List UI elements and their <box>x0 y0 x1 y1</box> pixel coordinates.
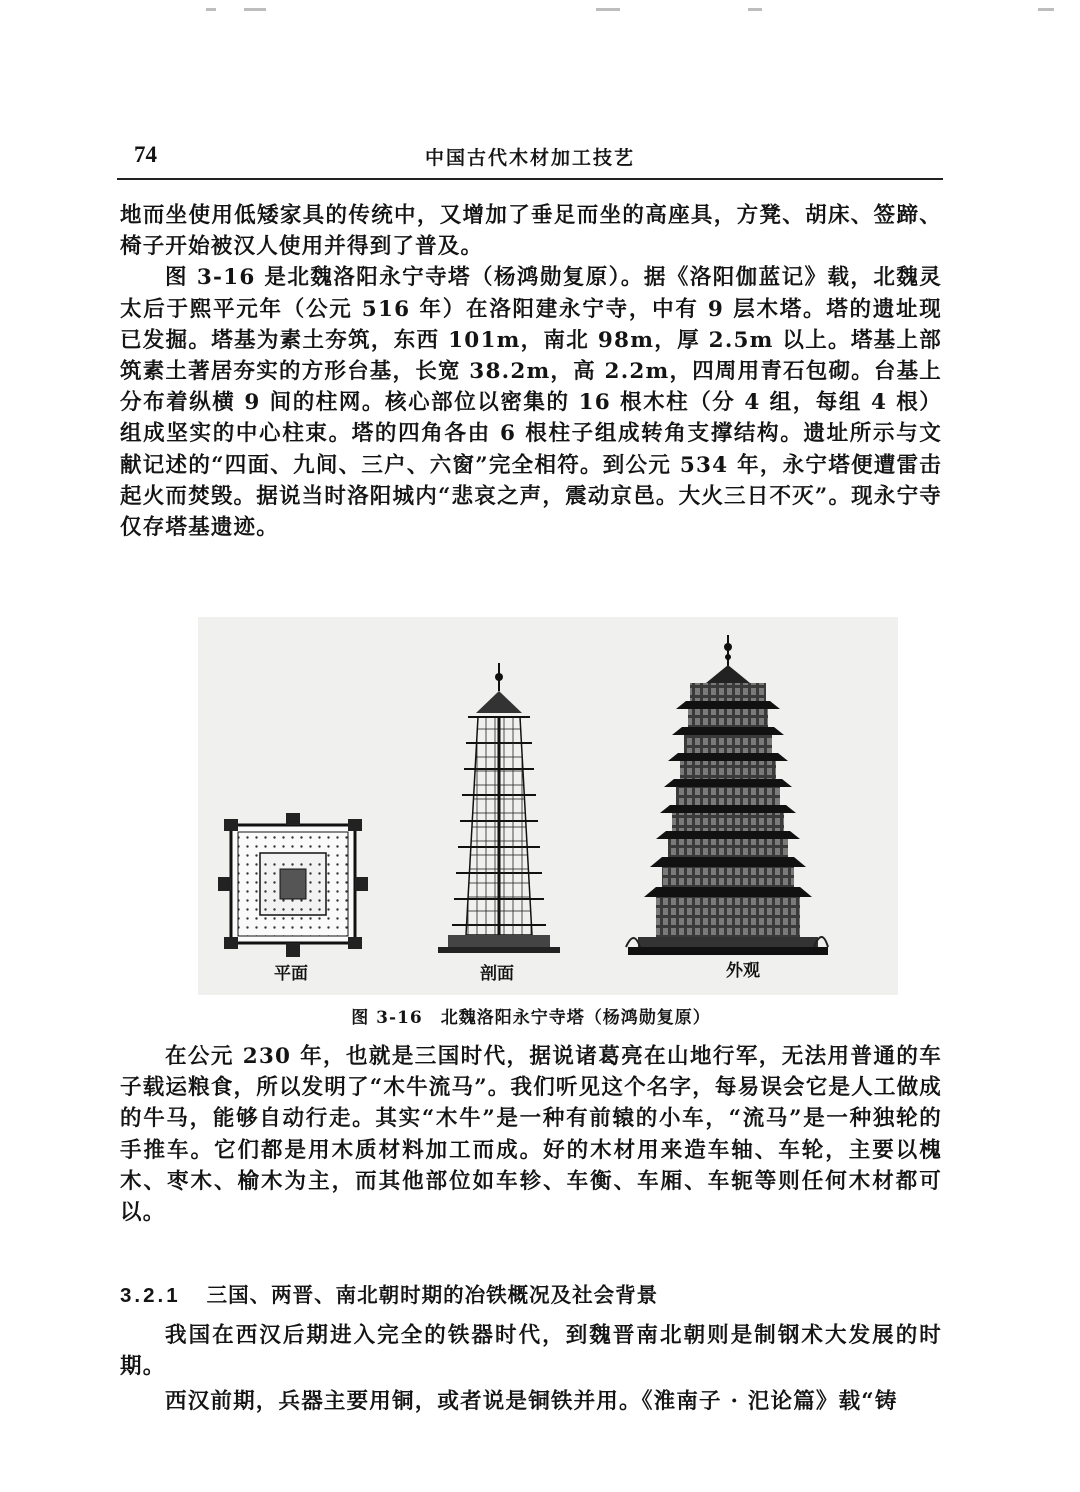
scan-artifact <box>206 8 216 11</box>
section-view <box>438 663 560 953</box>
section-number: 3.2.1 <box>120 1284 181 1307</box>
body-text-top <box>120 200 942 543</box>
body-text-bottom <box>120 1320 942 1418</box>
paragraph: 地而坐使用低矮家具的传统中，又增加了垂足而坐的高座具，方凳、胡床、签蹄、椅子开始被汉人使用并得到了普及。 <box>120 203 942 260</box>
plan-view <box>218 813 368 957</box>
paragraph: 图 3-16 是北魏洛阳永宁寺塔（杨鸿勋复原）。据《洛阳伽蓝记》载，北魏灵太后于熙平元年（公元 516 年）在洛阳建永宁寺，中有 9 层木塔。塔的遗址现已发掘。塔基为素土夯筑，东西 101m，南北 98m，厚 2.5m 以上。塔基上部筑素土著居夯实的方形台基，长宽 38.2m，高 2.2m，四周用青石包砌。台基上分布着纵横 9 间的柱网。核心部位以密集的 16 根木柱（分 4 组，每组 4 根）组成坚实的中心柱束。塔的四角各由 6 根柱子组成转角支撑结构。遗址所示与文献记述的“四面、九间、三户、六窗”完全相符。到公元 534 年，永宁塔便遭雷击起火而焚毁。据说当时洛阳城内“悲哀之声，震动京邑。大火三日不灭”。现永宁寺仅存塔基遗迹。 <box>120 265 942 541</box>
scan-artifact <box>748 8 762 11</box>
label-exterior: 外观 <box>726 961 760 981</box>
section-title: 三国、两晋、南北朝时期的冶铁概况及社会背景 <box>206 1283 659 1307</box>
running-title: 中国古代木材加工技艺 <box>424 147 635 169</box>
page-header <box>117 138 943 180</box>
scan-artifact <box>596 8 620 11</box>
page-number: 74 <box>134 142 157 167</box>
scan-artifact <box>1038 8 1054 11</box>
pagoda-drawing <box>198 617 898 995</box>
paragraph: 在公元 230 年，也就是三国时代，据说诸葛亮在山地行军，无法用普通的车子载运粮食，所以发明了“木牛流马”。我们听见这个名字，每易误会它是人工做成的牛马，能够自动行走。其实“木牛”是一种有前辕的小车，“流马”是一种独轮的手推车。它们都是用木质材料加工而成。好的木材用来造车轴、车轮，主要以槐木、枣木、榆木为主，而其他部位如车轸、车衡、车厢、车轭等则任何木材都可以。 <box>120 1044 942 1226</box>
body-text-mid <box>120 1041 942 1228</box>
paragraph: 西汉前期，兵器主要用铜，或者说是铜铁并用。《淮南子 · 汜论篇》载“铸 <box>165 1389 898 1415</box>
exterior-view <box>626 635 828 955</box>
label-section: 剖面 <box>480 964 514 984</box>
paragraph: 我国在西汉后期进入完全的铁器时代，到魏晋南北朝则是制钢术大发展的时期。 <box>120 1323 942 1380</box>
section-heading <box>120 1278 942 1308</box>
label-plan: 平面 <box>274 964 308 984</box>
figure-pagoda <box>198 617 898 995</box>
figure-caption: 图 3-16 北魏洛阳永宁寺塔（杨鸿勋复原） <box>351 1008 711 1028</box>
scan-artifact <box>244 8 266 11</box>
